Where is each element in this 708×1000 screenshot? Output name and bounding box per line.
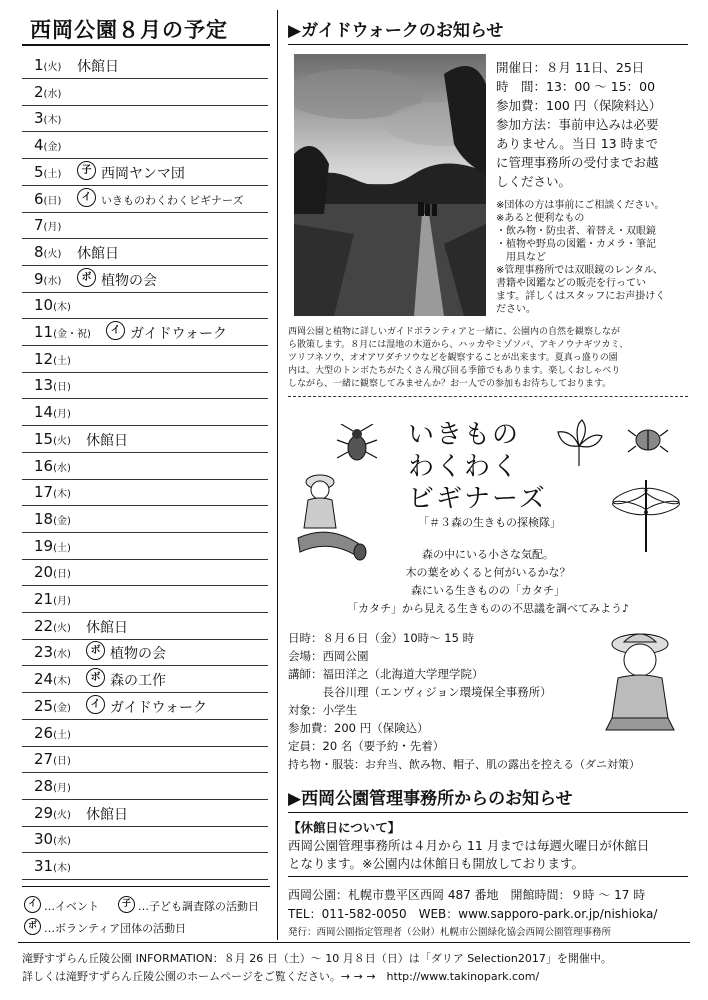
calendar-event-label: 植物の会 (101, 272, 157, 289)
calendar-day-number: 21 (34, 590, 54, 608)
guide-info-line: 開催日：８月 11日、25日 (496, 60, 645, 75)
calendar-day-number: 11 (34, 323, 54, 341)
calendar-day-row (22, 639, 268, 666)
calendar-weekday: (水) (53, 462, 71, 474)
calendar-day-number: 19 (34, 536, 54, 555)
calendar-date (34, 403, 71, 421)
calendar-weekday: (日) (53, 756, 71, 768)
guide-desc-line: ツリフネソウ、オオアワダチソウなどを観察することが出来ます。夏真っ盛りの園 (288, 353, 618, 363)
calendar-weekday: (日) (43, 195, 62, 207)
calendar-weekday: (月) (53, 782, 71, 794)
legend-bo-badge: ボ (24, 918, 41, 935)
calendar-day-number: 16 (34, 456, 54, 475)
calendar-event-label: いきものわくわくビギナーズ (101, 193, 244, 207)
guide-note-line: 書籍や図鑑などの販売を行ってい (496, 278, 646, 289)
calendar-date (34, 617, 71, 635)
calendar-day-row (22, 132, 268, 159)
calendar-day-number: 10 (34, 296, 54, 315)
guide-info-line: 参加費：100 円（保険料込） (496, 98, 662, 113)
calendar-day-number: 4 (34, 136, 44, 155)
calendar-event-badge: イ (77, 188, 96, 207)
beginners-intro-line: 「カタチ」から見える生きものの不思議を調べてみよう♪ (346, 602, 630, 615)
legend-rule (22, 886, 270, 887)
calendar-date (34, 563, 71, 581)
calendar-event-badge: 子 (77, 161, 96, 180)
guide-note-line: ・植物や野鳥の図鑑・カメラ・筆記 (496, 239, 656, 250)
guide-desc-line: 西岡公園と植物に詳しいガイドボランティアと一緒に、公園内の自然を観察しなが (288, 327, 621, 337)
calendar-day-number: 12 (34, 349, 54, 368)
calendar-day-row (22, 426, 268, 453)
calendar-title-rule (22, 44, 270, 46)
calendar-date (34, 323, 91, 341)
calendar-day-number: 24 (34, 670, 54, 689)
beginners-detail-line: 持ち物・服装：お弁当、飲み物、帽子、肌の露出を控える（ダニ対策） (288, 758, 640, 771)
calendar-event-label: ガイドウォーク (110, 699, 208, 716)
calendar-day-row (22, 105, 268, 132)
calendar-day-number: 3 (34, 109, 44, 128)
beginners-intro-line: 木の葉をめくると何がいるかな？ (405, 566, 571, 579)
calendar-day-number: 17 (34, 483, 54, 502)
calendar-weekday: (火) (43, 62, 62, 73)
calendar-day-number: 9 (34, 269, 44, 288)
calendar-day-row (22, 586, 268, 613)
beginners-detail-line: 定員：20 名（要予約・先着） (288, 739, 445, 753)
calendar-event-badge: ボ (86, 641, 105, 660)
calendar-date (34, 190, 61, 208)
calendar-day-row (22, 773, 268, 800)
boardwalk-photo (294, 54, 486, 316)
legend-bo-text: …ボランティア団体の活動日 (44, 922, 187, 935)
calendar-day-number: 31 (34, 857, 54, 875)
calendar-day-row (22, 720, 268, 747)
takino-info-line: 滝野すずらん丘陵公園 INFORMATION：８月 26 日（土）～ 10 月８日（日）は「ダリア Selection2017」を開催中。 (22, 952, 612, 965)
calendar-day-number: 22 (34, 616, 54, 635)
calendar-weekday: (月) (43, 222, 62, 234)
calendar-date (34, 510, 71, 528)
calendar-weekday: (木) (53, 863, 71, 874)
calendar-event-label: 休館日 (86, 619, 128, 636)
guide-info-line: 参加方法：事前申込みは必要 (496, 117, 659, 132)
guide-walk-rule (288, 44, 688, 45)
calendar-date (34, 216, 61, 234)
calendar-date (34, 270, 61, 288)
calendar-weekday: (日) (53, 382, 71, 394)
guide-note-line: ます。詳しくはスタッフにお声掛けく (496, 291, 666, 302)
calendar-weekday: (金) (53, 515, 71, 527)
beetle-icon (333, 424, 381, 464)
calendar-date (34, 243, 61, 261)
leaf-icon (552, 418, 606, 468)
legend-ko-text: …子ども調査隊の活動日 (138, 900, 259, 913)
guide-info-line: しください。 (496, 174, 572, 189)
closed-days-heading: 【休館日について】 (288, 820, 401, 835)
calendar-date (34, 537, 71, 555)
calendar-date (34, 163, 61, 181)
calendar-date (34, 350, 71, 368)
calendar-date (34, 136, 61, 154)
calendar-day-number: 5 (34, 162, 44, 181)
calendar-date (34, 83, 61, 101)
beginners-detail-line: 講師：福田洋之（北海道大学理学院） (288, 667, 484, 681)
calendar-weekday: (木) (43, 115, 62, 127)
office-address: 西岡公園：札幌市豊平区西岡 487 番地 開館時間：９時 ～ 17 時 (288, 888, 646, 902)
calendar-date (34, 590, 71, 608)
guide-note-line: 用具など (496, 252, 546, 263)
calendar-event-label: 植物の会 (110, 646, 166, 663)
calendar-date (34, 750, 71, 768)
calendar-event-label: 休館日 (77, 245, 119, 262)
calendar-weekday: (木) (53, 676, 71, 688)
column-divider (277, 10, 278, 940)
beginners-title-line: いきもの (408, 420, 521, 450)
guide-note-line: ※あると便利なもの (496, 213, 585, 224)
calendar-day-row (22, 159, 268, 186)
calendar-weekday: (月) (53, 596, 71, 607)
beginners-detail-line: 会場：西岡公園 (288, 649, 369, 663)
calendar-day-number: 28 (34, 776, 54, 795)
calendar-weekday: (土) (53, 542, 71, 554)
guide-desc-line: ら散策します。８月には湿地の木道から、ハッカやミゾソバ、アキノウナギツカミ、 (288, 340, 629, 350)
calendar-event-badge: ボ (86, 668, 105, 687)
calendar-weekday: (木) (53, 302, 71, 314)
guide-info-line: に管理事務所の受付までお越 (496, 155, 659, 170)
calendar-date (34, 483, 71, 501)
office-rule (288, 812, 688, 813)
calendar-day-number: 2 (34, 82, 44, 101)
closed-days-text: となります。※公園内は休館日も開放しております。 (288, 856, 584, 871)
calendar-day-number: 15 (34, 429, 54, 448)
calendar-date (34, 457, 71, 475)
calendar-date (34, 296, 71, 314)
takino-link-line: 詳しくは滝野すずらん丘陵公園のホームページをご覧ください。→ → → http://www.takinopark.com/ (22, 970, 540, 983)
legend-i-text: …イベント (44, 900, 99, 913)
calendar-day-row (22, 292, 268, 319)
beginners-detail-line: 長谷川理（エンヴィジョン環境保全事務所） (288, 685, 552, 699)
publisher-line: 発行：西岡公園指定管理者（公財）札幌市公園緑化協会西岡公園管理事務所 (288, 927, 612, 938)
calendar-weekday: (金) (53, 702, 71, 714)
calendar-weekday: (火) (53, 809, 71, 821)
calendar-day-row (22, 399, 268, 426)
calendar-event-label: 休館日 (86, 806, 128, 823)
beginners-intro-line: 森にいる生きものの「カタチ」 (411, 584, 565, 597)
calendar-weekday: (水) (43, 88, 62, 100)
calendar-date (34, 777, 71, 795)
calendar-day-row (22, 533, 268, 560)
calendar-date (34, 430, 71, 448)
calendar-day-number: 23 (34, 643, 54, 662)
calendar-day-row (22, 693, 268, 720)
calendar-day-row (22, 666, 268, 693)
calendar-weekday: (水) (53, 836, 71, 848)
calendar-weekday: (土) (43, 168, 62, 180)
calendar-day-number: 6 (34, 189, 44, 208)
office-contact-rule (288, 876, 688, 877)
calendar-day-number: 25 (34, 696, 54, 715)
calendar-weekday: (火) (53, 435, 71, 447)
calendar-day-row (22, 506, 268, 533)
guide-note-line: ・飲み物・防虫者、着替え・双眼鏡 (496, 226, 656, 237)
beginners-intro-line: 森の中にいる小さな気配。 (422, 548, 554, 561)
calendar-weekday: (水) (43, 275, 62, 287)
calendar-weekday: (金) (43, 142, 62, 154)
calendar-day-row (22, 479, 268, 506)
calendar-day-row (22, 800, 268, 827)
office-title: ▶西岡公園管理事務所からのお知らせ (288, 789, 573, 809)
calendar-day-row (22, 746, 268, 773)
calendar-day-row (22, 853, 268, 880)
calendar-title: 西岡公園８月の予定 (30, 18, 228, 42)
guide-note-line: ※管理事務所では双眼鏡のレンタル、 (496, 265, 663, 276)
calendar-day-number: 27 (34, 750, 54, 769)
calendar-day-number: 29 (34, 803, 54, 822)
calendar-day-number: 26 (34, 723, 54, 742)
dragonfly-icon (606, 476, 688, 556)
calendar-event-label: 休館日 (86, 432, 128, 449)
calendar-day-number: 18 (34, 509, 54, 528)
calendar-date (34, 109, 61, 127)
calendar-date (34, 830, 71, 848)
calendar-date (34, 376, 71, 394)
calendar-event-label: 休館日 (77, 59, 119, 75)
beginners-title-line: ビギナーズ (408, 484, 547, 514)
calendar-day-number: 1 (34, 56, 44, 74)
guide-note-line: ※団体の方は事前にご相談ください。 (496, 200, 665, 211)
calendar-day-number: 7 (34, 216, 44, 235)
calendar-day-row (22, 613, 268, 640)
guide-desc-line: しながら、一緒に観察してみませんか？お一人での参加もお待ちしております。 (288, 379, 612, 389)
calendar-day-row (22, 453, 268, 480)
calendar-day-number: 8 (34, 242, 44, 261)
calendar-weekday: (木) (53, 489, 71, 501)
calendar-weekday: (火) (53, 622, 71, 634)
closed-days-text: 西岡公園管理事務所は４月から 11 月までは毎週火曜日が休館日 (288, 838, 650, 853)
calendar-date (34, 643, 71, 661)
calendar-date (34, 857, 71, 875)
calendar-weekday: (土) (53, 355, 71, 367)
calendar-day-row (22, 52, 268, 79)
calendar-day-number: 14 (34, 403, 54, 422)
calendar-date (34, 724, 71, 742)
calendar-day-number: 30 (34, 830, 54, 849)
calendar-weekday: (水) (53, 649, 71, 661)
guide-desc-line: 内は、大型のトンボたちがたくさん飛び回る季節でもあります。楽しくおしゃべり (288, 366, 621, 376)
beginners-title-line: わくわく (408, 452, 521, 482)
calendar-day-row (22, 372, 268, 399)
calendar-day-row (22, 239, 268, 266)
guide-info-line: 時 間：13：00 ～ 15：00 (496, 79, 656, 94)
calendar-day-number: 20 (34, 563, 54, 582)
calendar-event-badge: イ (106, 321, 125, 340)
legend-i-badge: イ (24, 896, 41, 913)
legend-ko-badge: 子 (118, 896, 135, 913)
calendar-weekday: (日) (53, 569, 71, 581)
calendar-day-number: 13 (34, 376, 54, 395)
calendar-day-row (22, 319, 268, 346)
calendar-weekday: (金・祝) (53, 329, 91, 340)
calendar-date (34, 670, 71, 688)
calendar-day-row (22, 212, 268, 239)
guide-walk-title: ▶ガイドウォークのお知らせ (288, 21, 504, 41)
calendar-weekday: (火) (43, 248, 62, 260)
bottom-rule (18, 942, 690, 943)
calendar-weekday: (月) (53, 409, 71, 421)
calendar-event-badge: ボ (77, 268, 96, 287)
beginners-detail-line: 日時：８月６日（金）10時～ 15 時 (288, 631, 475, 645)
section-separator (288, 396, 688, 397)
beginners-detail-line: 参加費：200 円（保険込） (288, 721, 429, 735)
calendar-event-label: ガイドウォーク (130, 326, 228, 342)
calendar-date (34, 697, 71, 715)
calendar-day-row (22, 826, 268, 853)
calendar-day-row (22, 79, 268, 106)
calendar-event-badge: イ (86, 695, 105, 714)
calendar-event-label: 森の工作 (110, 673, 166, 690)
guide-note-line: ださい。 (496, 304, 536, 315)
guide-info-line: ありません。当日 13 時まで (496, 136, 659, 151)
calendar-day-row (22, 186, 268, 213)
beginners-detail-line: 対象：小学生 (288, 703, 357, 717)
calendar-day-row (22, 266, 268, 293)
calendar-date (34, 56, 61, 74)
calendar-day-row (22, 346, 268, 373)
calendar-date (34, 804, 71, 822)
beginners-subtitle: 「＃３森の生きもの探検隊」 (418, 516, 561, 529)
calendar-event-label: 西岡ヤンマ団 (101, 165, 185, 182)
office-tel-web: TEL：011-582-0050 WEB：www.sapporo-park.or.jp/nishioka/ (288, 907, 658, 921)
ladybug-icon (626, 420, 670, 456)
calendar-day-row (22, 559, 268, 586)
calendar-weekday: (土) (53, 729, 71, 741)
child-with-hat-illustration (598, 626, 688, 736)
